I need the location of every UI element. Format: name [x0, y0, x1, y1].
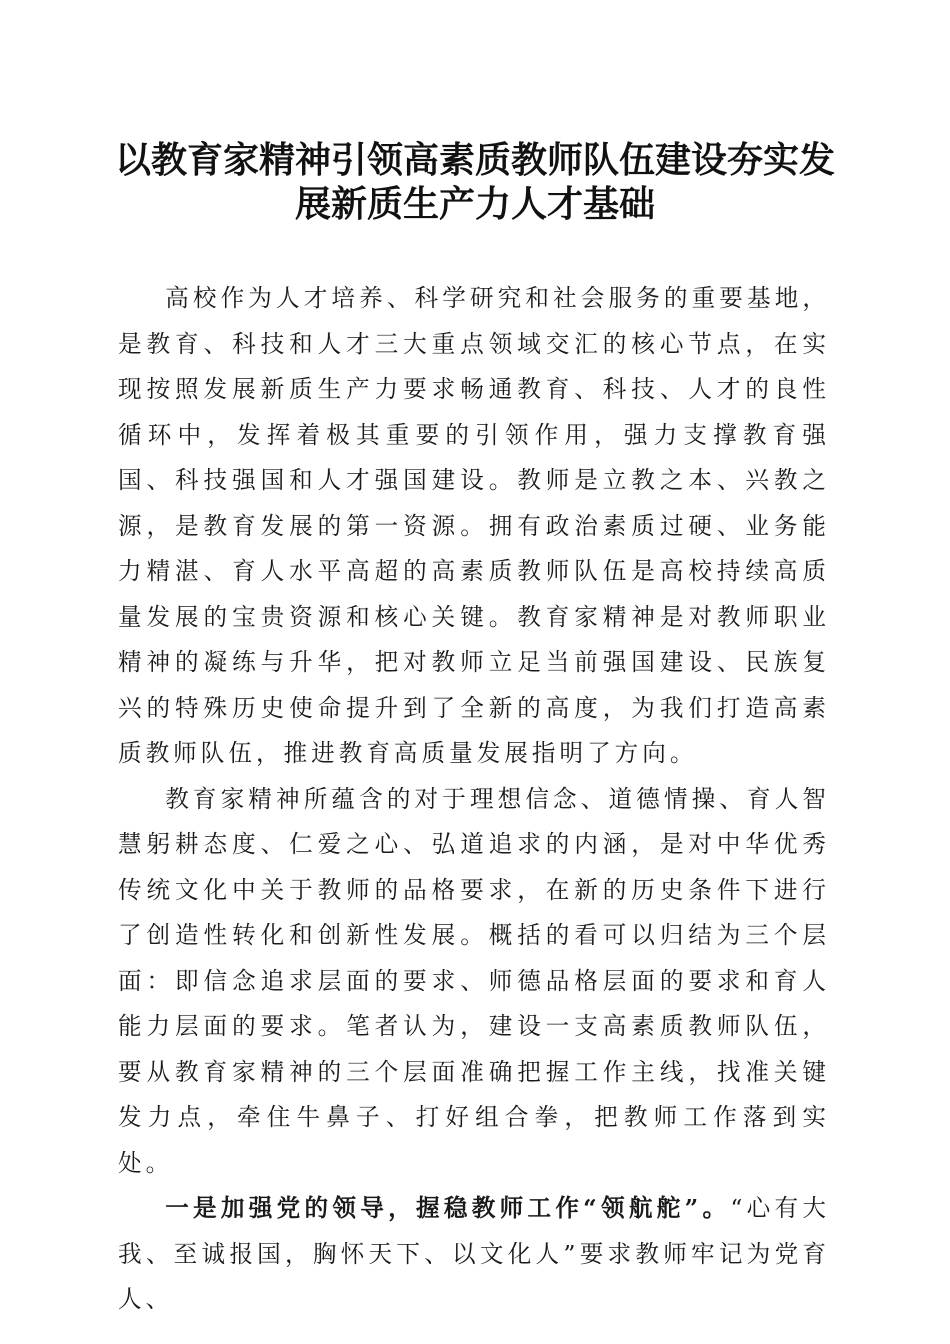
title-line-1: 以教育家精神引领高素质教师队伍建设夯实发 [114, 139, 835, 181]
title-line-2: 展新质生产力人才基础 [294, 183, 655, 225]
document-title [100, 138, 850, 226]
paragraph-3-lead: 一是加强党的领导，握稳教师工作“领航舵”。 [165, 1194, 731, 1222]
paragraph-1: 高校作为人才培养、科学研究和社会服务的重要基地，是教育、科技和人才三大重点领域交汇的核心节点，在实现按照发展新质生产力要求畅通教育、科技、人才的良性循环中，发挥着极其重要的引领作用，强力支撑教育强国、科技强国和人才强国建设。教师是立教之本、兴教之源，是教育发展的第一资源。拥有政治素质过硬、业务能力精湛、育人水平高超的高素质教师队伍是高校持续高质量发展的宝贵资源和核心关键。教育家精神是对教师职业精神的凝练与升华，把对教师立足当前强国建设、民族复兴的特殊历史使命提升到了全新的高度，为我们打造高素质教师队伍，推进教育高质量发展指明了方向。 [118, 284, 830, 767]
paragraph-3 [118, 1186, 830, 1323]
document-body [118, 276, 830, 1323]
paragraph-3-text: “心有大我、至诚报国，胸怀天下、以文化人”要求教师牢记为党育人、 [118, 1194, 831, 1313]
paragraph-2: 教育家精神所蕴含的对于理想信念、道德情操、育人智慧躬耕态度、仁爱之心、弘道追求的内涵，是对中华优秀传统文化中关于教师的品格要求，在新的历史条件下进行了创造性转化和创新性发展。概括的看可以归结为三个层面：即信念追求层面的要求、师德品格层面的要求和育人能力层面的要求。笔者认为，建设一支高素质教师队伍，要从教育家精神的三个层面准确把握工作主线，找准关键发力点，牵住牛鼻子、打好组合拳，把教师工作落到实处。 [118, 784, 830, 1177]
